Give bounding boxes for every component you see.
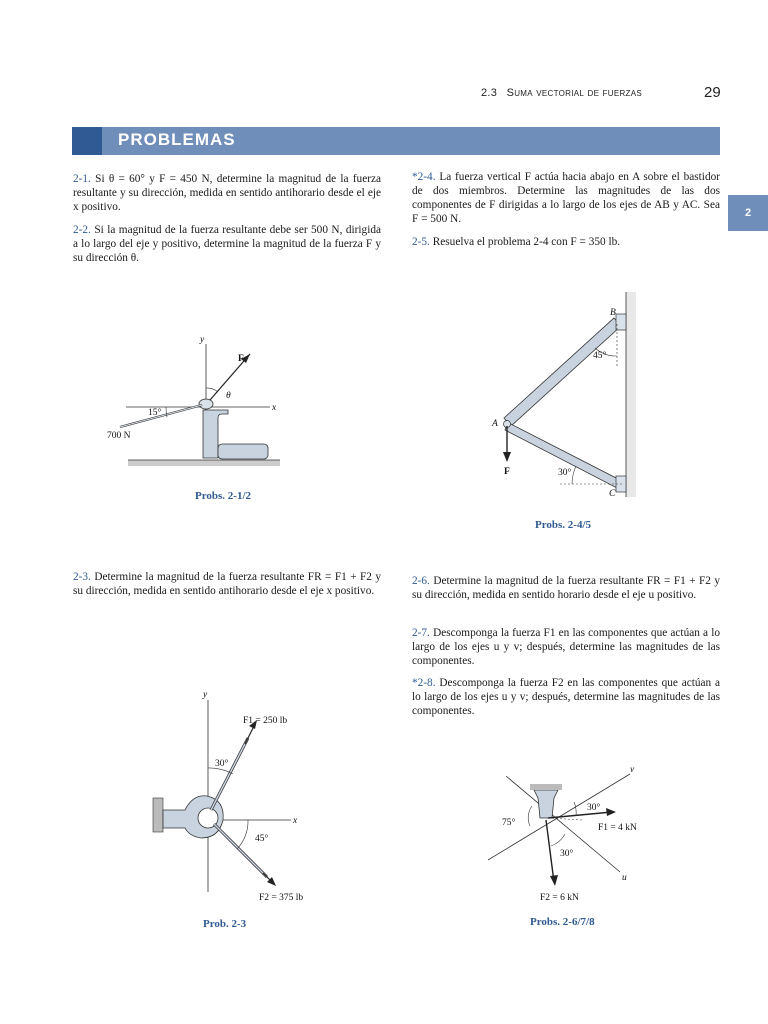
reference-line [548, 818, 582, 820]
problem-2-3 [73, 570, 381, 598]
cable-f2-inner [214, 824, 267, 877]
figure-2-4-5 [490, 290, 650, 510]
problems-banner [72, 127, 720, 155]
angle-45-label: 45° [593, 351, 607, 361]
problem-number: 2-3. [73, 571, 91, 583]
force-f1-label: F1 = 4 kN [598, 823, 637, 833]
figure-caption: Probs. 2-1/2 [195, 490, 252, 502]
angle-75-arc [528, 806, 532, 826]
force-700n-label: 700 N [107, 431, 131, 441]
x-axis-label: x [293, 816, 298, 826]
section-number: 2.3 [481, 87, 498, 99]
problem-2-4 [412, 170, 720, 226]
problem-number: *2-8. [412, 677, 436, 689]
problem-2-6 [412, 574, 720, 602]
member-ab [504, 318, 621, 426]
problem-2-8 [412, 676, 720, 718]
cable-f1-inner [211, 738, 248, 810]
problem-number: 2-6. [412, 575, 430, 587]
angle-15-label: 15° [148, 408, 162, 418]
force-f1-arrow [548, 812, 612, 818]
ceiling [530, 784, 562, 790]
problem-2-7 [412, 626, 720, 668]
force-f1-label: F1 = 250 lb [243, 716, 288, 726]
angle-75-label: 75° [502, 818, 516, 828]
wall-mount [153, 798, 163, 832]
chapter-tab: 2 [728, 195, 768, 231]
y-axis-label: y [200, 335, 205, 345]
wall [626, 292, 636, 497]
force-f2-label: F2 = 375 lb [259, 893, 304, 903]
base-block [218, 444, 268, 459]
force-f2-label: F2 = 6 kN [540, 893, 579, 903]
angle-30b-arc [551, 834, 565, 846]
support-bracket [534, 790, 558, 818]
problem-number: 2-1. [73, 173, 91, 185]
angle-30-label: 30° [558, 468, 572, 478]
banner-accent [72, 127, 102, 155]
angle-30a-arc [574, 802, 576, 816]
y-axis-label: y [203, 690, 208, 700]
angle-30b-label: 30° [560, 849, 574, 859]
point-b-label: B [610, 308, 616, 318]
force-f2-arrowhead [550, 875, 558, 886]
figure-2-6-7-8 [470, 760, 650, 910]
problem-2-2 [73, 223, 381, 265]
problem-text: Descomponga la fuerza F1 en las componentes que actúan a lo largo de los ejes u y v; después, determine las magnitudes de las componentes. [412, 627, 721, 667]
member-ac [505, 422, 620, 488]
problem-text: Resuelva el problema 2-4 con F = 350 lb. [432, 236, 621, 248]
force-f-arrowhead [503, 452, 511, 462]
force-f2-arrow [546, 820, 554, 882]
point-c-label: C [609, 489, 616, 499]
ground [128, 460, 280, 466]
problem-text: Determine la magnitud de la fuerza resultante FR = F1 + F2 y su dirección, medida en sentido antihorario desde el eje x positivo. [73, 571, 382, 597]
problem-text: Descomponga la fuerza F2 en las componentes que actúan a lo largo de los ejes u y v; después, determine las magnitudes de las componentes. [412, 677, 720, 717]
problem-2-1 [73, 172, 381, 214]
force-f-label: F [238, 354, 244, 364]
problem-text: Si la magnitud de la fuerza resultante debe ser 500 N, dirigida a lo largo del eje y positivo, determine la magnitud de la fuerza F y su dirección θ. [73, 224, 381, 264]
banner-title: PROBLEMAS [118, 130, 236, 149]
problem-text: Determine la magnitud de la fuerza resultante FR = F1 + F2 y su dirección, medida en sentido horario desde el eje u positivo. [412, 575, 721, 601]
problem-number: 2-7. [412, 627, 430, 639]
problem-2-5 [412, 235, 720, 249]
figure-caption: Probs. 2-6/7/8 [530, 916, 595, 928]
angle-30-arc [572, 466, 576, 484]
problem-number: 2-5. [412, 236, 430, 248]
figure-2-1-2 [100, 330, 300, 470]
u-axis-label: u [622, 873, 627, 883]
figure-2-3 [145, 686, 335, 908]
figure-caption: Prob. 2-3 [203, 918, 247, 930]
x-axis-label: x [272, 403, 277, 413]
problem-text: Si θ = 60° y F = 450 N, determine la magnitud de la fuerza resultante y su dirección, medida en sentido antihorario desde el eje x positivo. [73, 173, 382, 213]
angle-45-label: 45° [255, 834, 269, 844]
force-f-label: F [504, 467, 510, 477]
v-axis-label: v [630, 765, 635, 775]
angle-45-arc [237, 820, 248, 849]
problem-number: 2-2. [73, 224, 91, 236]
angle-30a-label: 30° [587, 803, 601, 813]
angle-30-label: 30° [215, 759, 229, 769]
problem-text: La fuerza vertical F actúa hacia abajo en A sobre el bastidor de dos miembros. Determine las magnitudes de las dos componentes de F dirigidas a lo largo de los ejes de AB y AC. Sea F = 500 N. [412, 171, 721, 225]
theta-label: θ [226, 391, 231, 401]
page-number: 29 [704, 84, 721, 101]
section-title: Suma vectorial de fuerzas [506, 87, 642, 99]
theta-arc [206, 388, 218, 392]
eye-bolt [199, 399, 213, 409]
running-header [481, 87, 642, 99]
figure-caption: Probs. 2-4/5 [535, 519, 592, 531]
force-f1-arrowhead [606, 808, 616, 816]
bracket-b [616, 314, 626, 330]
point-a-label: A [492, 419, 498, 429]
problem-number: *2-4. [412, 171, 436, 183]
